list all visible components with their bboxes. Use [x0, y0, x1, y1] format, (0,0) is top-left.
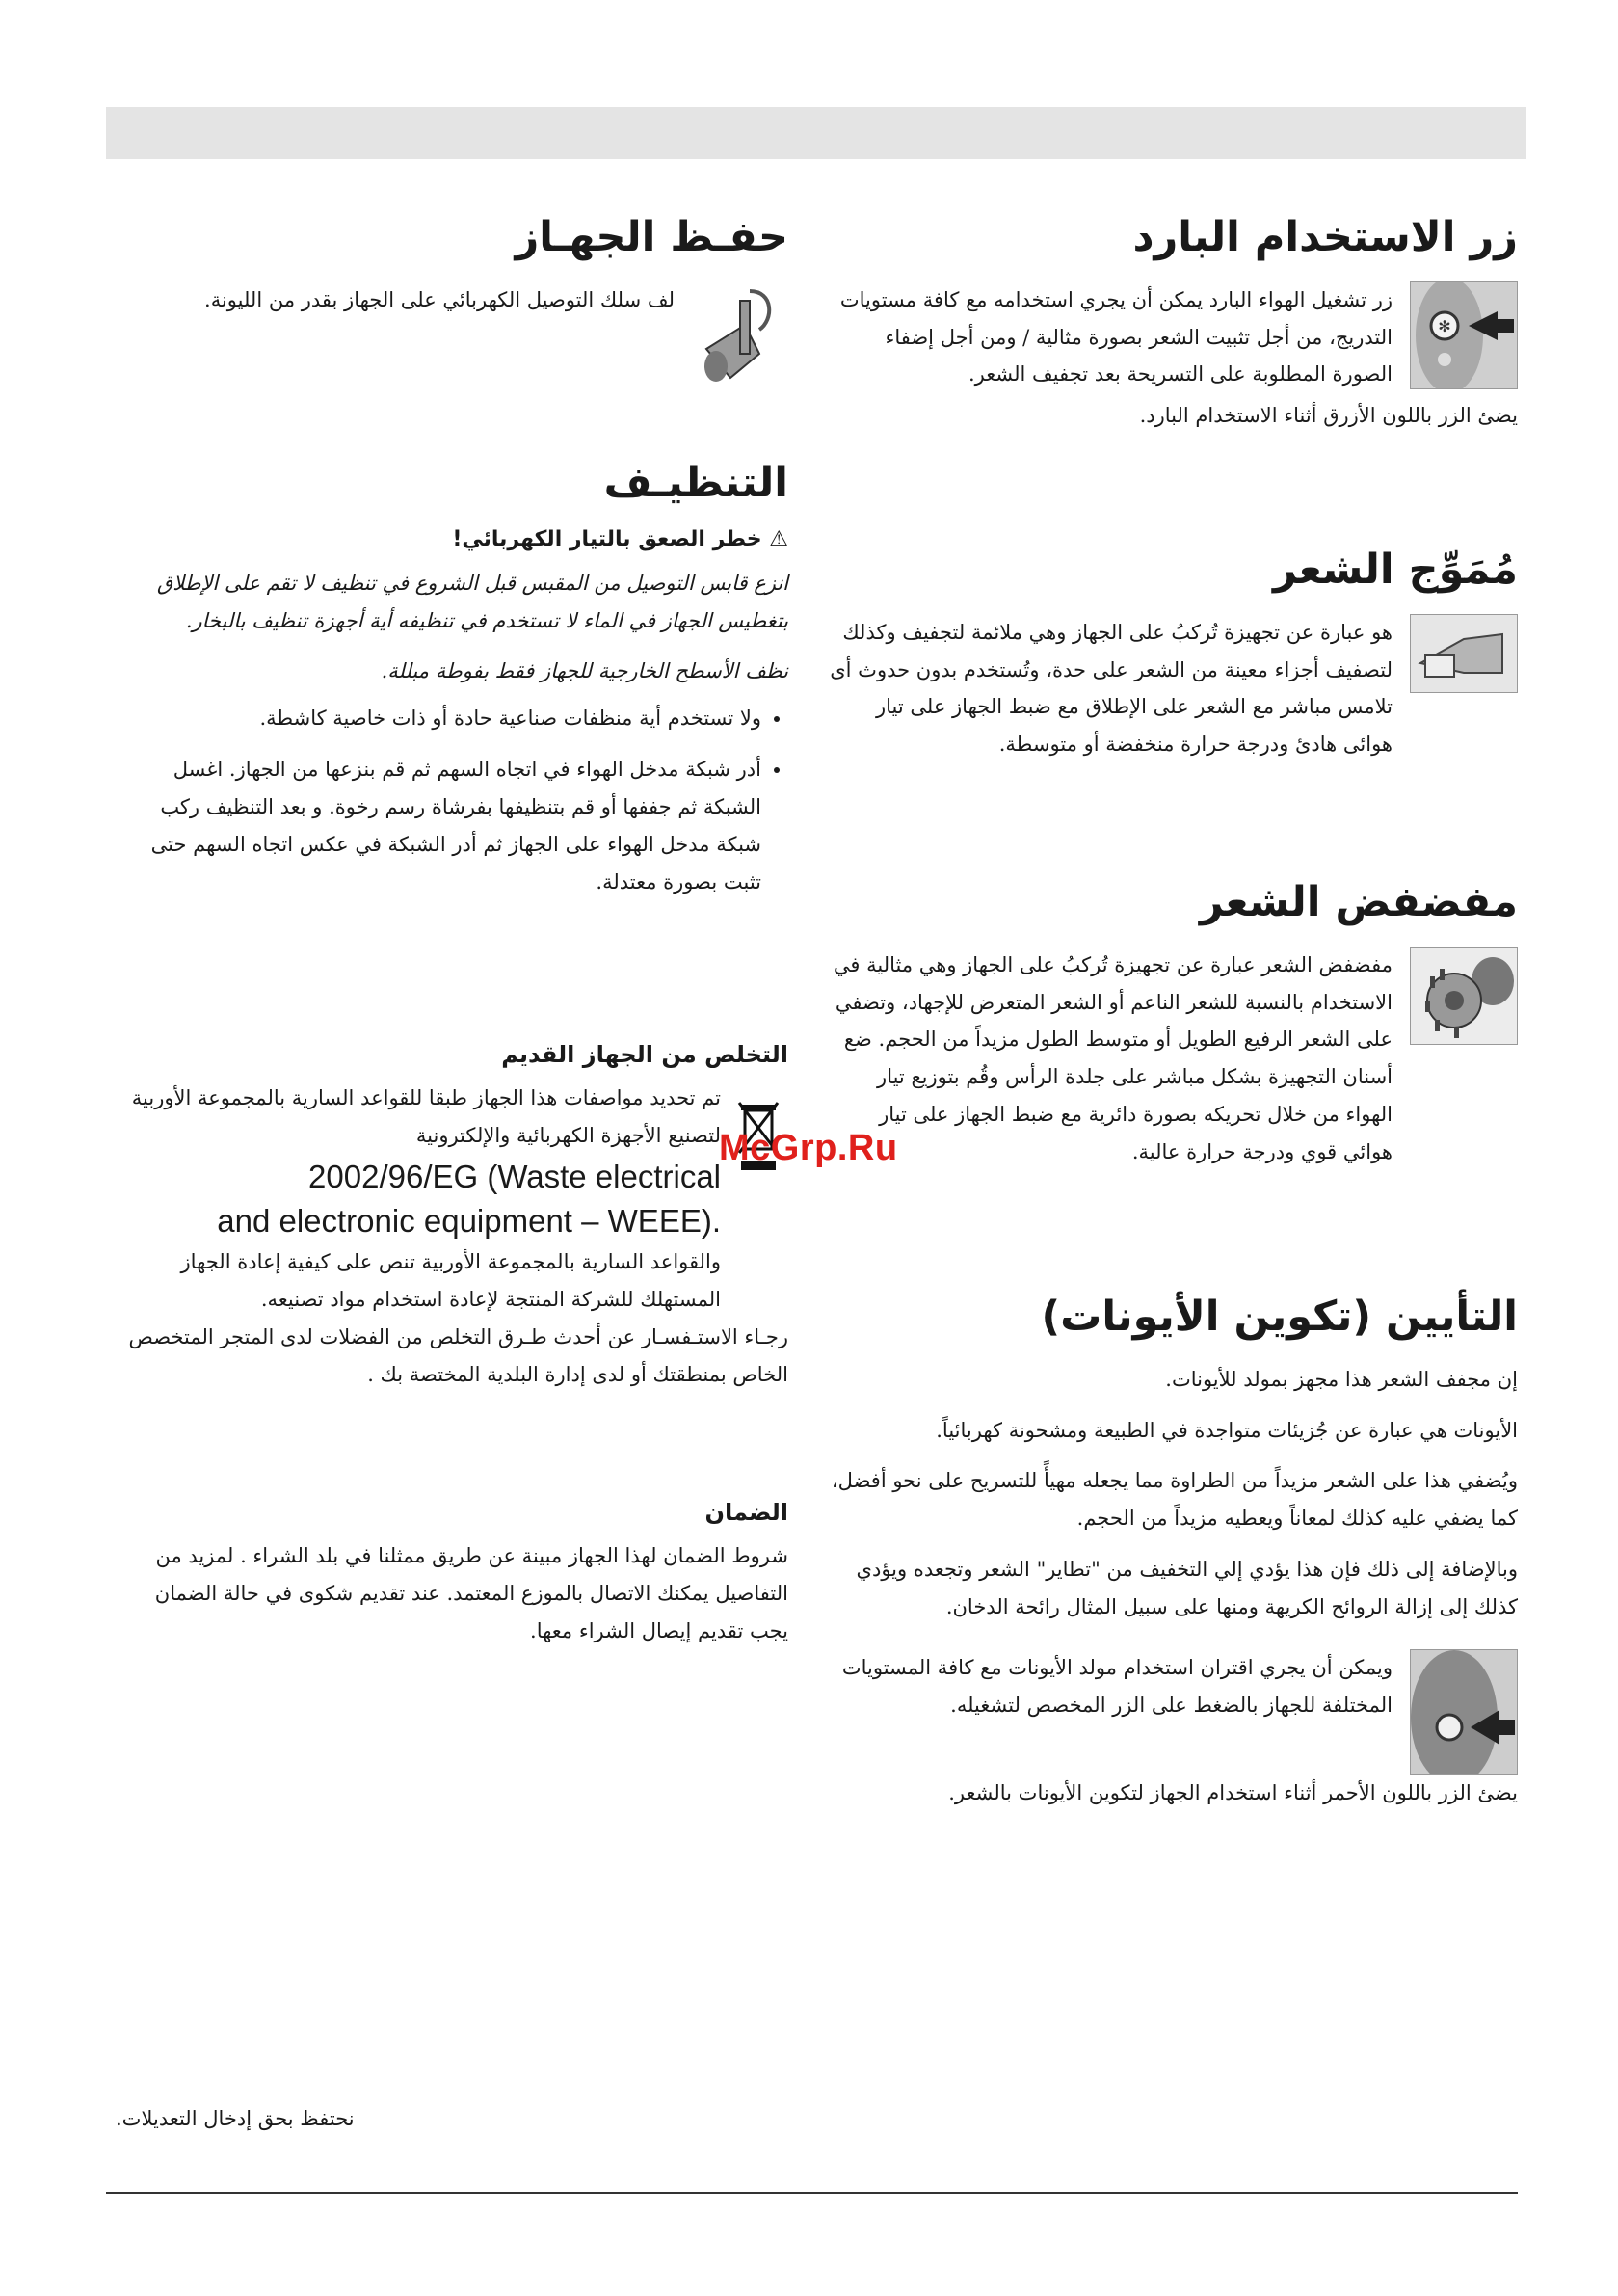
list-item: • أدر شبكة مدخل الهواء في اتجاه السهم ثم قم بنزعها من الجهاز. اغسل الشبكة ثم جففها أو قم بتنظيفها بفرشاة رسم رخوة. و بعد التنظيف ركب شبكة مدخل الهواء على الجهاز ثم أدر الشبكة في عكس اتجاه السهم حتى تثبت بصورة معتدلة.: [114, 751, 761, 900]
ionizer-text-3: ويُضفي هذا على الشعر مزيداً من الطراوة مما يجعله مهيأً للتسريح على نحو أفضل، كما يضفي عليه كذلك لمعاناً ويعطيه مزيداً من الحجم.: [831, 1469, 1518, 1531]
cleaning-warning-text: خطر الصعق بالتيار الكهربائي!: [452, 526, 762, 551]
disposal-section: [114, 1041, 788, 1393]
disposal-text-2: والقواعد السارية بالمجموعة الأوربية تنص على كيفية إعادة الجهاز المستهلك للشركة المنتجة لإعادة استخدام مواد تصنيعه.: [180, 1250, 721, 1311]
disposal-text-1: تم تحديد مواصفات هذا الجهاز طبقا للقواعد السارية بالمجموعة الأوربية لتصنيع الأجهزة الكهربائية والإلكترونية: [131, 1086, 721, 1147]
cleaning-italic-2: نظف الأسطح الخارجية للجهاز فقط بفوطة مبللة.: [381, 659, 788, 683]
diffuser-heading: مفضفض الشعر: [1199, 878, 1518, 926]
storage-text: لف سلك التوصيل الكهربائي على الجهاز بقدر من الليونة.: [204, 287, 675, 311]
ionizer-text-5: ويمكن أن يجري اقتران استخدام مولد الأيونات مع كافة المستويات المختلفة للجهاز بالضغط على الزر المخصص لتشغيله.: [841, 1655, 1393, 1717]
list-item: • ولا تستخدم أية منظفات صناعية حادة أو ذات خاصية كاشطة.: [114, 700, 761, 737]
cool-shot-led-text: يضئ الزر باللون الأزرق أثناء الاستخدام البارد.: [1139, 404, 1518, 428]
cool-shot-section: [829, 212, 1518, 435]
diffuser-text: مفضفض الشعر عبارة عن تجهيزة تُركبُ على الجهاز وهي مثالية في الاستخدام بالنسبة للشعر الناعم أو الشعر المتعرض للإجهاد، وتضفي على الشعر الرفيع الطويل أو متوسط الطول مزيداً من الحجم. ضع أسنان التجهيزة بشكل مباشر على جلدة الرأس وقُم بتوزيع تيار الهواء من خلال تحريكه بصورة دائرية مع ضبط الجهاز على تيار هوائي قوي ودرجة حرارة عالية.: [833, 952, 1393, 1163]
waver-heading: مُمَوِّج الشعر: [1272, 546, 1518, 594]
ionizer-text-4: وبالإضافة إلى ذلك فإن هذا يؤدي إلي التخفيف من "تطاير" الشعر وتجعده ويؤدي كذلك إلى إزالة الروائح الكريهة ومنها على سبيل المثال رائحة الدخان.: [856, 1558, 1518, 1618]
cool-shot-heading: زر الاستخدام البارد: [1132, 213, 1518, 261]
warning-triangle-icon: ⚠: [769, 526, 788, 551]
cool-button-image: [1410, 281, 1518, 389]
storage-heading: حفـظ الجهـاز: [515, 213, 788, 261]
storage-section: [114, 212, 788, 387]
ionizer-led-text: يضئ الزر باللون الأحمر أثناء استخدام الجهاز لتكوين الأيونات بالشعر.: [948, 1780, 1518, 1804]
svg-text:✻: ✻: [1438, 316, 1451, 335]
disposal-text-3: رجـاء الاستـفسـار عن أحدث طـرق التخلص من الفضلات لدى المتجر المتخصص الخاص بمنطقتك أو لدى إدارة البلدية المختصة بك .: [128, 1324, 788, 1386]
cleaning-heading: التنظيـف: [603, 459, 788, 507]
ionizer-heading: التأيين (تكوين الأيونات): [1041, 1293, 1518, 1341]
cleaning-list: [114, 700, 788, 900]
waver-section: [829, 545, 1518, 763]
cleaning-section: [114, 458, 788, 915]
ionizer-text-2: الأيونات هي عبارة عن جُزيئات متواجدة في الطبيعة ومشحونة كهربائياً.: [936, 1418, 1518, 1442]
storage-image: [692, 281, 788, 387]
watermark: McGrp.Ru: [719, 1128, 898, 1168]
directive-line-2: and electronic equipment – WEEE).: [217, 1202, 721, 1239]
cleaning-italic-1: انزع قابس التوصيل من المقبس قبل الشروع في تنظيف لا تقم على الإطلاق بتغطيس الجهاز في الماء لا تستخدم في تنظيفه أية أجهزة تنظيف بالبخار.: [156, 571, 788, 632]
cool-shot-text: زر تشغيل الهواء البارد يمكن أن يجري استخدامه مع كافة مستويات التدريج، من أجل تثبيت الشعر بصورة مثالية / ومن أجل إضفاء الصورة المطلوبة على التسريحة بعد تجفيف الشعر.: [839, 287, 1393, 387]
warranty-section: [114, 1499, 788, 1650]
waver-text: هو عبارة عن تجهيزة تُركبُ على الجهاز وهي ملائمة لتجفيف وكذلك لتصفيف أجزاء معينة من الشعر على حدة، وتُستخدم بدون حدوث أى تلامس مباشر مع الشعر على الإطلاق مع ضبط الجهاز على تيار هوائى هادئ ودرجة حرارة منخفضة أو متوسطة.: [830, 620, 1393, 757]
ionizer-text-1: إن مجفف الشعر هذا مجهز بمولد للأيونات.: [1165, 1367, 1518, 1391]
disposal-heading: التخلص من الجهاز القديم: [501, 1041, 788, 1068]
diffuser-section: [829, 877, 1518, 1171]
warranty-text: شروط الضمان لهذا الجهاز مبينة عن طريق ممثلنا في بلد الشراء . لمزيد من التفاصيل يمكنك الاتصال بالموزع المعتمد. عند تقديم شكوى في حالة الضمان يجب تقديم إيصال الشراء معها.: [154, 1544, 788, 1642]
diffuser-image: [1410, 947, 1518, 1045]
footer-rule: [106, 2192, 1518, 2194]
ion-button-image: [1410, 1649, 1518, 1775]
ionizer-section: [829, 1292, 1518, 1812]
nozzle-image: [1410, 614, 1518, 693]
directive-line-1: 2002/96/EG (Waste electrical: [308, 1158, 721, 1194]
warranty-heading: الضمان: [704, 1499, 788, 1526]
cleaning-warning: [114, 527, 788, 551]
footer-note: نحتفظ بحق إدخال التعديلات.: [116, 2107, 355, 2130]
header-bar: [106, 107, 1526, 159]
